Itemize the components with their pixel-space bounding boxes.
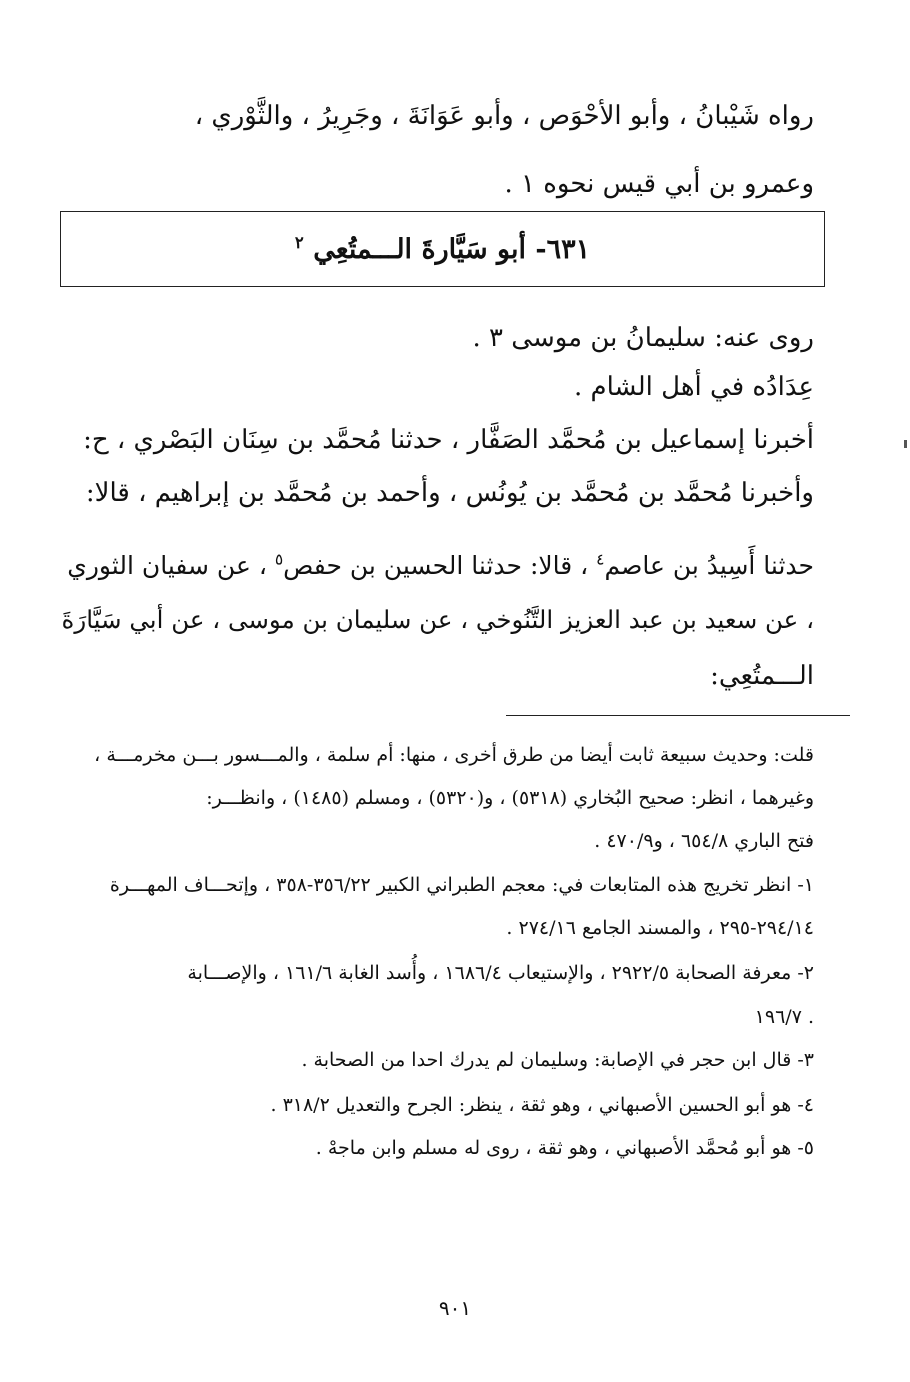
chain-line-1-part-a: حدثنا أَسِيدُ بن عاصم xyxy=(604,551,814,580)
footnote-divider xyxy=(506,715,850,716)
entry-heading-footnote-ref: ٢ xyxy=(294,232,304,252)
footnote-1-line-2: ٢٩٤/١٤-٢٩٥ ، والمسند الجامع ٢٧٤/١٦ . xyxy=(506,917,814,939)
page-number: ٩٠١ xyxy=(438,1296,472,1320)
isnad-line-2: وأخبرنا مُحمَّد بن مُحمَّد بن يُونُس ، وأحمد بن مُحمَّد بن إبراهيم ، قالا: xyxy=(85,478,814,508)
top-paragraph-line-2: وعمرو بن أبي قيس نحوه ١ . xyxy=(504,169,814,199)
footnote-3: ٣- قال ابن حجر في الإصابة: وسليمان لم يدرك احدا من الصحابة . xyxy=(301,1049,814,1071)
chain-line-1-part-c: ، عن سفيان الثوري xyxy=(67,551,275,580)
entry-heading-box xyxy=(60,211,825,287)
isnad-line-1: أخبرنا إسماعيل بن مُحمَّد الصَفَّار ، حدثنا مُحمَّد بن سِنَان البَصْري ، ح: xyxy=(83,425,814,455)
entry-heading-text: ٦٣١- أبو سَيَّارةَ الـــمتُعِي xyxy=(313,234,591,265)
narrated-from-line: روى عنه: سليمانُ بن موسى ٣ . xyxy=(472,323,814,353)
chain-line-1 xyxy=(67,546,814,586)
footnote-4: ٤- هو أبو الحسين الأصبهاني ، وهو ثقة ، ينظر: الجرح والتعديل ٣١٨/٢ . xyxy=(270,1094,814,1116)
footnote-2-line-1: ٢- معرفة الصحابة ٢٩٢٢/٥ ، والإستيعاب ١٦٨٦/٤ ، وأُسد الغابة ١٦١/٦ ، والإصـــابة xyxy=(187,962,814,984)
counted-among-line: عِدَادُه في أهل الشام . xyxy=(574,372,814,402)
chain-line-3: الـــمتُعِي: xyxy=(710,661,814,691)
chain-line-2: ، عن سعيد بن عبد العزيز التَّنُوخي ، عن سليمان بن موسى ، عن أبي سَيَّارَةَ xyxy=(61,605,814,634)
footnote-intro-line-2: وغيرهما ، انظر: صحيح البُخاري (٥٣١٨) ، و(٥٣٢٠) ، ومسلم (١٤٨٥) ، وانظـــر: xyxy=(206,787,814,809)
entry-heading xyxy=(61,232,824,268)
footnote-intro-line-3: فتح الباري ٦٥٤/٨ ، و٤٧٠/٩ . xyxy=(594,830,814,852)
footnote-5: ٥- هو أبو مُحمَّد الأصبهاني ، وهو ثقة ، روى له مسلم وابن ماجهْ . xyxy=(315,1137,814,1159)
footnote-intro-line-1: قلت: وحديث سبيعة ثابت أيضا من طرق أخرى ، منها: أم سلمة ، والمـــسور بـــن مخرمـــة ، xyxy=(94,744,814,766)
chain-footnote-ref-4: ٤ xyxy=(596,550,605,569)
footnote-2-line-2: ١٩٦/٧ . xyxy=(754,1006,814,1028)
chain-footnote-ref-5: ٥ xyxy=(274,550,284,569)
chain-line-1-part-b: ، قالا: حدثنا الحسين بن حفص xyxy=(283,551,597,580)
footnote-1-line-1: ١- انظر تخريج هذه المتابعات في: معجم الطبراني الكبير ٣٥٦/٢٢-٣٥٨ ، وإتحـــاف المهـــرة xyxy=(109,874,814,896)
scan-margin-mark xyxy=(904,440,907,448)
top-paragraph-line-1: رواه شَيْبانُ ، وأبو الأحْوَص ، وأبو عَوَانَةَ ، وجَرِيرُ ، والثَّوْري ، xyxy=(194,101,814,131)
